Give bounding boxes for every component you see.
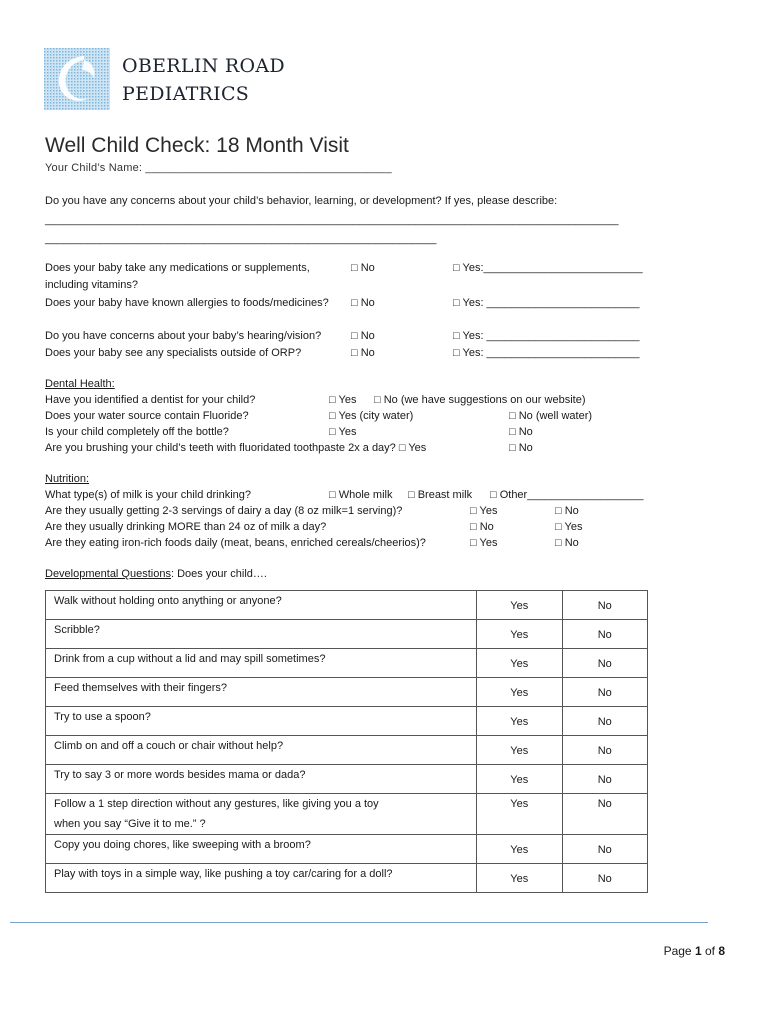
more-milk-question: Are they usually drinking MORE than 24 oz of milk a day? [45, 521, 327, 533]
page-total: 8 [718, 944, 725, 958]
table-row [46, 678, 648, 707]
dev-question-text-cont: when you say “Give it to me.” ? [54, 818, 206, 830]
nutrition-heading: Nutrition: [45, 473, 90, 485]
page-title: Well Child Check: 18 Month Visit [45, 134, 349, 157]
concerns-answer-line-1[interactable]: _____________________________________________________________________________________________ [45, 214, 619, 226]
dev-question-text: Walk without holding onto anything or anyone? [54, 595, 282, 607]
allergies-question: Does your baby have known allergies to foods/medicines? [45, 297, 329, 309]
hearing-question: Do you have concerns about your baby’s hearing/vision? [45, 330, 322, 342]
table-row [46, 794, 648, 835]
dev-yes-cell[interactable]: Yes [477, 794, 563, 835]
hearing-yes-checkbox[interactable]: □ Yes: _________________________ [453, 330, 640, 342]
dev-yes-cell[interactable]: Yes [477, 591, 563, 620]
concerns-question: Do you have any concerns about your child’s behavior, learning, or development? If yes, please describe: [45, 195, 558, 207]
table-row [46, 835, 648, 864]
dentist-question: Have you identified a dentist for your child? [45, 394, 256, 406]
medications-yes-checkbox[interactable]: □ Yes:__________________________ [453, 262, 643, 274]
specialists-question: Does your baby see any specialists outside of ORP? [45, 347, 302, 359]
org-name-line1: OBERLIN ROAD [122, 55, 285, 77]
dev-no-cell[interactable]: No [562, 736, 647, 765]
iron-no-checkbox[interactable]: □ No [555, 537, 579, 549]
specialists-yes-checkbox[interactable]: □ Yes: _________________________ [453, 347, 640, 359]
fluoride-yes-checkbox[interactable]: □ Yes (city water) [329, 410, 414, 422]
dairy-no-checkbox[interactable]: □ No [555, 505, 579, 517]
table-row [46, 765, 648, 794]
dev-no-cell[interactable]: No [562, 591, 647, 620]
page-prefix: Page [663, 944, 695, 958]
developmental-table [45, 590, 648, 893]
dev-no-cell[interactable]: No [562, 835, 647, 864]
dev-question-cell [46, 707, 477, 736]
medications-question-cont: including vitamins? [45, 279, 138, 291]
dev-no-cell[interactable]: No [562, 765, 647, 794]
dentist-yes-checkbox[interactable]: □ Yes [329, 394, 357, 406]
dev-question-cell [46, 649, 477, 678]
medications-question: Does your baby take any medications or supplements, [45, 262, 310, 274]
dev-no-cell[interactable]: No [562, 678, 647, 707]
table-row [46, 864, 648, 893]
developmental-heading [45, 568, 267, 580]
dev-question-text: Copy you doing chores, like sweeping with a broom? [54, 839, 311, 851]
page-of: of [701, 944, 719, 958]
dev-yes-cell[interactable]: Yes [477, 707, 563, 736]
dairy-question: Are they usually getting 2-3 servings of dairy a day (8 oz milk=1 serving)? [45, 505, 403, 517]
dev-yes-cell[interactable]: Yes [477, 620, 563, 649]
iron-question: Are they eating iron-rich foods daily (meat, beans, enriched cereals/cheerios)? [45, 537, 426, 549]
dairy-yes-checkbox[interactable]: □ Yes [470, 505, 498, 517]
page-current: 1 [694, 944, 702, 958]
dev-question-text: Try to say 3 or more words besides mama or dada? [54, 769, 306, 781]
table-row [46, 707, 648, 736]
dev-no-cell[interactable]: No [562, 707, 647, 736]
fluoride-no-checkbox[interactable]: □ No (well water) [509, 410, 593, 422]
table-row [46, 591, 648, 620]
dev-no-cell[interactable]: No [562, 649, 647, 678]
dev-question-text: Play with toys in a simple way, like pushing a toy car/caring for a doll? [54, 868, 393, 880]
fluoride-question: Does your water source contain Fluoride? [45, 410, 249, 422]
brushing-question[interactable]: Are you brushing your child’s teeth with fluoridated toothpaste 2x a day? □ Yes [45, 442, 427, 454]
iron-yes-checkbox[interactable]: □ Yes [470, 537, 498, 549]
milk-type-question: What type(s) of milk is your child drinking? [45, 489, 252, 501]
dev-question-text: Follow a 1 step direction without any gestures, like giving you a toy [54, 798, 379, 810]
dev-no-cell[interactable]: No [562, 794, 647, 835]
hearing-no-checkbox[interactable]: □ No [351, 330, 375, 342]
dev-no-cell[interactable]: No [562, 620, 647, 649]
milk-breast-checkbox[interactable]: □ Breast milk [408, 489, 473, 501]
footer-divider [10, 922, 708, 923]
dev-yes-cell[interactable]: Yes [477, 736, 563, 765]
dev-question-cell [46, 864, 477, 893]
dental-heading: Dental Health: [45, 378, 115, 390]
child-name-field[interactable]: Your Child’s Name: _______________________________________ [45, 162, 392, 174]
dev-question-cell [46, 620, 477, 649]
concerns-answer-line-2[interactable]: ________________________________________________________________ [45, 233, 437, 245]
table-row [46, 620, 648, 649]
dev-no-cell[interactable]: No [562, 864, 647, 893]
logo [44, 48, 110, 110]
dev-yes-cell[interactable]: Yes [477, 765, 563, 794]
table-row [46, 736, 648, 765]
dentist-no-checkbox[interactable]: □ No (we have suggestions on our website) [374, 394, 586, 406]
bottle-no-checkbox[interactable]: □ No [509, 426, 533, 438]
dev-question-cell [46, 794, 477, 835]
specialists-no-checkbox[interactable]: □ No [351, 347, 375, 359]
dev-question-cell [46, 736, 477, 765]
dev-question-cell [46, 835, 477, 864]
developmental-heading-label: Developmental Questions [45, 568, 171, 580]
dev-question-cell [46, 591, 477, 620]
org-name-line2: PEDIATRICS [122, 83, 250, 105]
dev-question-text: Scribble? [54, 624, 100, 636]
dev-question-text: Drink from a cup without a lid and may spill sometimes? [54, 653, 326, 665]
dev-question-text: Try to use a spoon? [54, 711, 151, 723]
milk-other-checkbox[interactable]: □ Other___________________ [490, 489, 644, 501]
dev-question-cell [46, 678, 477, 707]
dev-yes-cell[interactable]: Yes [477, 678, 563, 707]
page-number [664, 944, 725, 958]
allergies-yes-checkbox[interactable]: □ Yes: _________________________ [453, 297, 640, 309]
dev-yes-cell[interactable]: Yes [477, 649, 563, 678]
table-row [46, 649, 648, 678]
brushing-no-checkbox[interactable]: □ No [509, 442, 533, 454]
more-milk-yes-checkbox[interactable]: □ Yes [555, 521, 583, 533]
more-milk-no-checkbox[interactable]: □ No [470, 521, 494, 533]
milk-whole-checkbox[interactable]: □ Whole milk [329, 489, 393, 501]
dev-question-text: Feed themselves with their fingers? [54, 682, 228, 694]
developmental-heading-suffix: : Does your child…. [170, 568, 267, 580]
dev-yes-cell[interactable]: Yes [477, 864, 563, 893]
dev-question-text: Climb on and off a couch or chair without help? [54, 740, 284, 752]
dev-yes-cell[interactable]: Yes [477, 835, 563, 864]
bottle-question: Is your child completely off the bottle? [45, 426, 229, 438]
allergies-no-checkbox[interactable]: □ No [351, 297, 375, 309]
bottle-yes-checkbox[interactable]: □ Yes [329, 426, 357, 438]
medications-no-checkbox[interactable]: □ No [351, 262, 375, 274]
logo-mark-icon [44, 48, 110, 110]
dev-question-cell [46, 765, 477, 794]
